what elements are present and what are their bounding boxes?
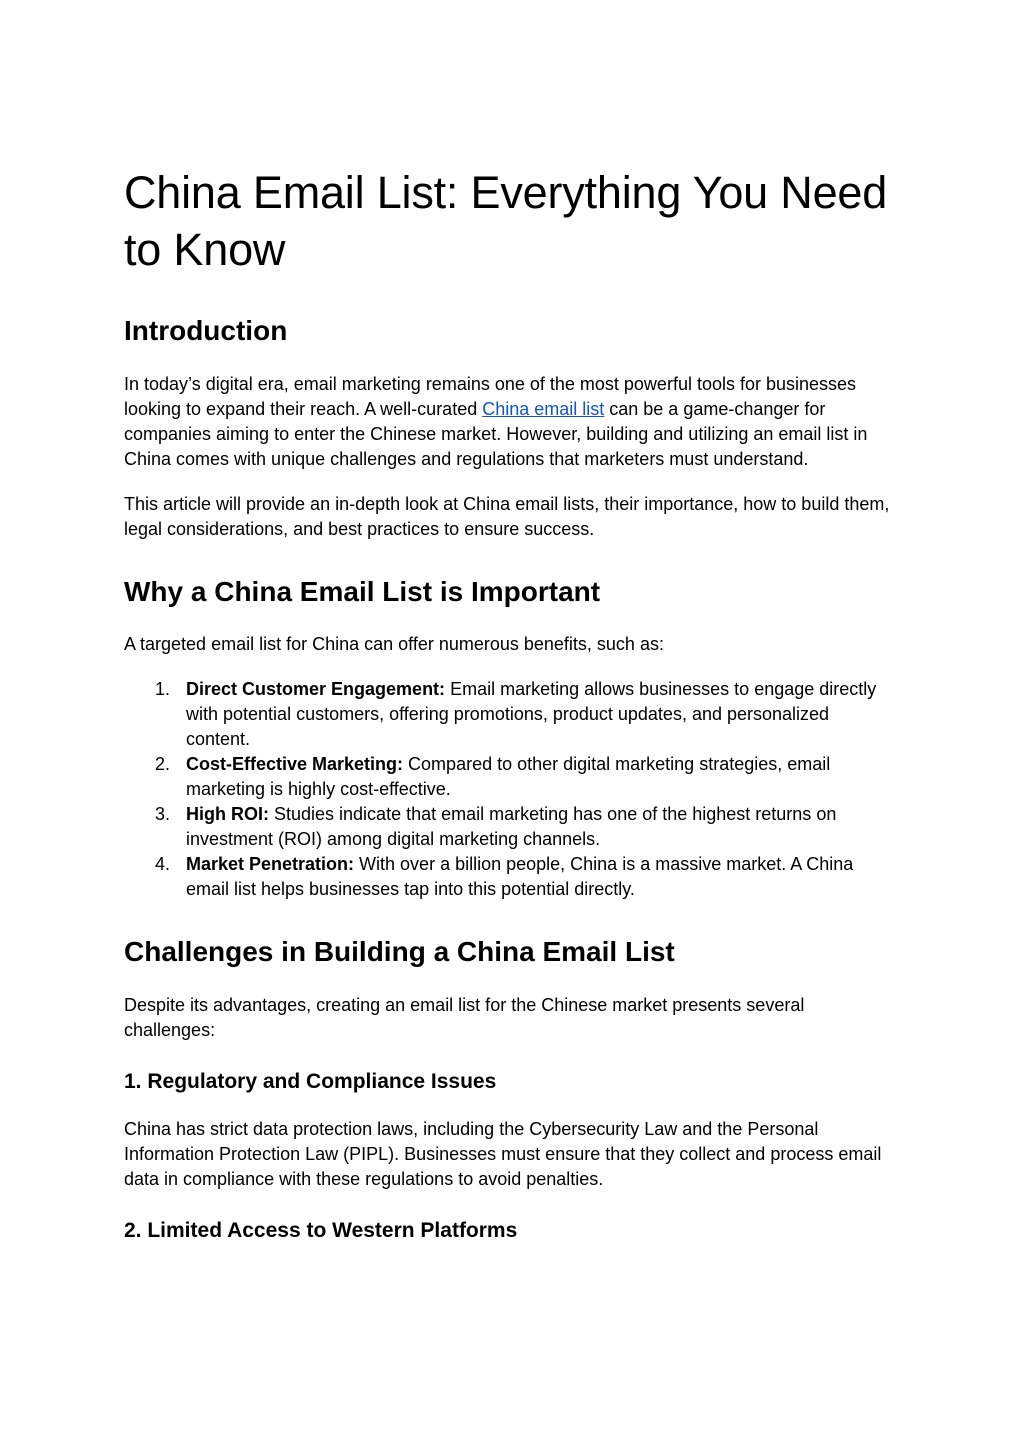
list-item-number: 2.: [155, 754, 171, 774]
why-important-heading: Why a China Email List is Important: [124, 576, 601, 607]
list-item-text: Studies indicate that email marketing has one of the highest returns on investment (ROI) among digital marketing channels.: [186, 804, 837, 849]
benefits-list: [124, 677, 896, 902]
western-platforms-subheading: 2. Limited Access to Western Platforms: [124, 1219, 518, 1242]
list-item-label: Cost-Effective Marketing:: [186, 754, 404, 774]
list-item: [124, 852, 896, 902]
document-title: China Email List: Everything You Need to Know: [124, 167, 888, 275]
intro-paragraph-2: This article will provide an in-depth look at China email lists, their importance, how to build them, legal considerations, and best practices to ensure success.: [124, 494, 890, 539]
list-item-text: Compared to other digital marketing strategies, email marketing is highly cost-effective.: [186, 754, 831, 799]
intro-text-end: can be a game-changer for companies aiming to enter the Chinese market. However, building and utilizing an email list in China comes with unique challenges and regulations that marketers must understand.: [124, 399, 868, 469]
challenges-heading: Challenges in Building a China Email List: [124, 936, 675, 967]
regulatory-subheading: 1. Regulatory and Compliance Issues: [124, 1070, 497, 1093]
intro-text-start: In today’s digital era, email marketing remains one of the most powerful tools for businesses looking to expand their reach. A well-curated: [124, 374, 857, 419]
intro-paragraph-1: [124, 372, 896, 472]
introduction-heading: Introduction: [124, 315, 288, 346]
challenges-lead-paragraph: Despite its advantages, creating an email list for the Chinese market presents several challenges:: [124, 995, 805, 1040]
list-item-label: High ROI:: [186, 804, 269, 824]
list-item-label: Direct Customer Engagement:: [186, 679, 446, 699]
list-item-number: 3.: [155, 804, 171, 824]
regulatory-paragraph: China has strict data protection laws, including the Cybersecurity Law and the Personal Information Protection Law (PIPL). Businesses must ensure that they collect and process email data in compliance with these regulations to avoid penalties.: [124, 1119, 882, 1189]
list-item: [124, 802, 896, 852]
list-item-number: 4.: [155, 854, 171, 874]
list-item-text: Email marketing allows businesses to engage directly with potential customers, offering promotions, product updates, and personalized content.: [186, 679, 877, 749]
list-item-text: With over a billion people, China is a massive market. A China email list helps businesses tap into this potential directly.: [186, 854, 854, 899]
china-email-list-link[interactable]: China email list: [482, 399, 605, 419]
list-item: [124, 677, 896, 752]
list-item: [124, 752, 896, 802]
list-item-number: 1.: [155, 679, 171, 699]
benefits-lead-paragraph: A targeted email list for China can offer numerous benefits, such as:: [124, 634, 664, 654]
list-item-label: Market Penetration:: [186, 854, 355, 874]
